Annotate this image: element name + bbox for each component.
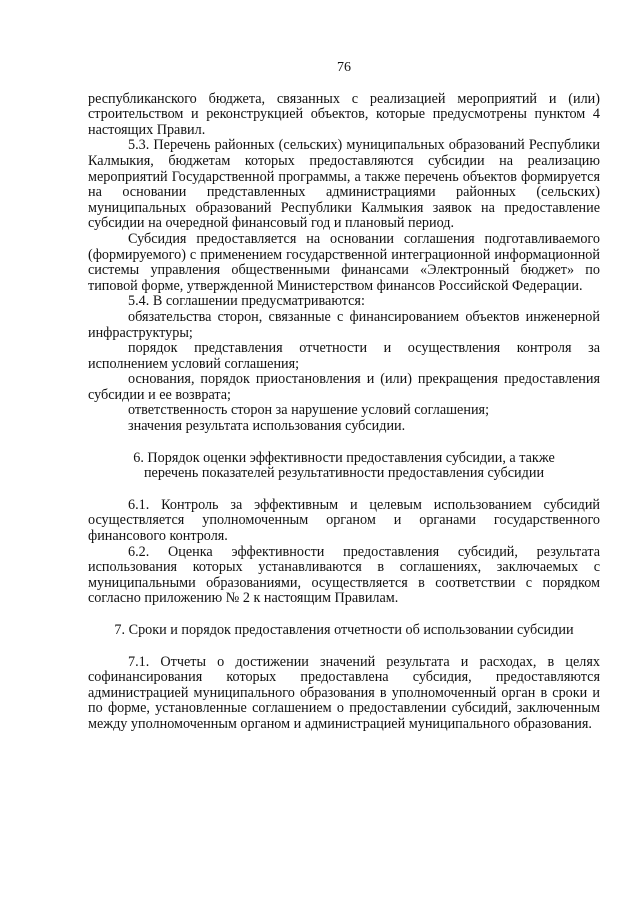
list-item-obligations: обязательства сторон, связанные с финансированием объектов инженерной инфраструктуры; bbox=[88, 308, 600, 341]
paragraph-5-4: 5.4. В соглашении предусматриваются: bbox=[128, 293, 365, 310]
document-page bbox=[88, 60, 600, 733]
paragraph-subsidy-agreement: Субсидия предоставляется на основании соглашения подготавливаемого (формируемого) с применением государственной интеграционной информационной системы управления общественными финансами «Электронный бюджет» по типовой форме, утвержденной Министерством финансов Российской Федерации. bbox=[88, 230, 600, 294]
paragraph-6-2: 6.2. Оценка эффективности предоставления субсидий, результата использования которых устанавливаются в соглашениях, заключаемых с муниципальными образованиями, осуществляется в соответствии с порядком согласно приложению № 2 к настоящим Правилам. bbox=[88, 543, 600, 607]
list-item-responsibility: ответственность сторон за нарушение условий соглашения; bbox=[128, 402, 490, 419]
list-item-grounds: основания, порядок приостановления и (или) прекращения предоставления субсидии и ее возврата; bbox=[88, 371, 600, 403]
page-number: 76 bbox=[337, 60, 351, 75]
list-item-result-values: значения результата использования субсидии. bbox=[128, 418, 406, 435]
section-6-heading-line1: 6. Порядок оценки эффективности предоставления субсидии, а также bbox=[133, 449, 555, 466]
paragraph-7-1: 7.1. Отчеты о достижении значений результата и расходах, в целях софинансирования которых предоставлена субсидия, предоставляются администрацией муниципального образования в уполномоченный орган в сроки и по форме, установленные соглашением о предоставлении субсидий, заключенным между уполномоченным органом и администрацией муниципального образования. bbox=[88, 653, 600, 732]
section-6-heading-line2: перечень показателей результативности предоставления субсидии bbox=[143, 465, 545, 482]
section-7-heading: 7. Сроки и порядок предоставления отчетности об использовании субсидии bbox=[114, 622, 574, 638]
paragraph-continuation: республиканского бюджета, связанных с реализацией мероприятий и (или) строительством и реконструкцией объектов, которые предусмотрены пунктом 4 настоящих Правил. bbox=[88, 90, 600, 138]
list-item-reporting: порядок представления отчетности и осуществления контроля за исполнением условий соглашения; bbox=[88, 340, 600, 372]
paragraph-6-1: 6.1. Контроль за эффективным и целевым использованием субсидий осуществляется уполномоченным органом и органами государственного финансового контроля. bbox=[88, 496, 600, 545]
section-6-heading bbox=[88, 451, 600, 482]
paragraph-5-3: 5.3. Перечень районных (сельских) муниципальных образований Республики Калмыкия, бюджетам которых предоставляются субсидии на реализацию мероприятий Государственной программы, а также перечень объектов формируется на основании представленных администрациями районных (сельских) муниципальных образований Республики Калмыкия заявок на предоставление субсидии на очередной финансовый год и плановый период. bbox=[88, 137, 600, 232]
